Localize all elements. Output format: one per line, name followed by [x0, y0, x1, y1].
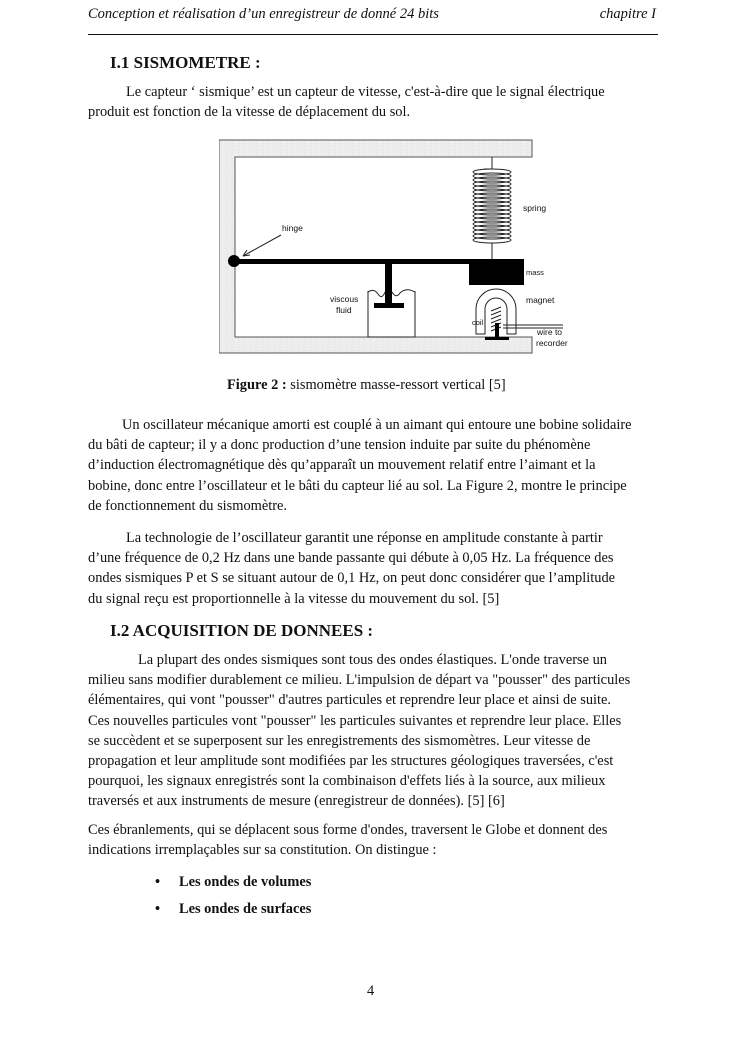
figure-caption-label: Figure 2 :	[227, 377, 287, 393]
label-spring: spring	[523, 203, 547, 213]
page-number: 4	[367, 983, 375, 999]
text-line: traversés et aux instruments de mesure (enregistreur de données). [5] [6]	[88, 793, 505, 810]
text-line: d’une fréquence de 0,2 Hz dans une bande passante qui débute à 0,05 Hz. La fréquence des	[88, 550, 614, 567]
figure-caption	[227, 377, 506, 394]
label-magnet: magnet	[526, 295, 555, 305]
text-line: de fonctionnement du sismomètre.	[88, 497, 288, 514]
header-divider	[88, 34, 658, 35]
label-hinge: hinge	[282, 223, 303, 233]
figure-caption-text: sismomètre masse-ressort vertical [5]	[286, 377, 506, 393]
page-header	[88, 6, 658, 28]
text-line: pourquoi, les signaux enregistrés sont la combinaison d'effets liés à la source, aux milieux	[88, 773, 606, 790]
bullet-icon: •	[155, 901, 161, 917]
text-line: d’induction électromagnétique dès qu’apparaît un mouvement relatif entre l’aimant et la	[88, 457, 596, 474]
text-line: ondes sismiques P et S se situant autour de 0,1 Hz, on peut donc considérer que l’amplitude	[88, 570, 616, 587]
label-mass: mass	[526, 268, 544, 277]
list-item-text: Les ondes de surfaces	[179, 901, 312, 917]
mass-block	[469, 259, 524, 285]
text-line: Un oscillateur mécanique amorti est couplé à un aimant qui entoure une bobine solidaire	[122, 417, 632, 433]
paragraph-ebranlements	[88, 820, 658, 860]
text-line: Le capteur ‘ sismique’ est un capteur de vitesse, c'est-à-dire que le signal électrique	[126, 84, 605, 100]
text-line: élémentaires, qui vont "pousser" d'autres particules et reprendre leur place et ainsi de suite.	[88, 692, 612, 709]
list-item-text: Les ondes de volumes	[179, 874, 312, 890]
text-line: bobine, donc entre l’oscillateur et le bâti du capteur lié au sol. La Figure 2, montre le principe	[88, 477, 627, 494]
text-line: indications irremplaçables sur sa constitution. On distingue :	[88, 842, 437, 859]
document-title: Conception et réalisation d’un enregistreur de donné 24 bits	[88, 6, 439, 22]
bullet-icon: •	[155, 874, 161, 890]
paragraph-ondes	[88, 650, 658, 812]
label-viscous: viscous	[330, 294, 359, 304]
paragraph-technologie	[88, 528, 658, 609]
text-line: du signal reçu est proportionnelle à la vitesse du mouvement du sol. [5]	[88, 590, 500, 607]
section-heading-sismometre: I.1 SISMOMETRE :	[110, 53, 261, 72]
spring-icon	[473, 157, 511, 259]
label-coil: coil	[472, 318, 484, 327]
text-line: se succèdent et se superposent sur les enregistrements des sismomètres. Leur vitesse de	[88, 732, 591, 749]
coil-stand	[495, 323, 499, 337]
text-line: Ces ébranlements, qui se déplacent sous forme d'ondes, traversent le Globe et donnent des	[88, 822, 608, 838]
label-recorder: recorder	[536, 338, 568, 348]
text-line: La plupart des ondes sismiques sont tous des ondes élastiques. L'onde traverse un	[138, 652, 608, 668]
text-line: propagation et leur amplitude sont modifiées par les structures géologiques traversées, c'est	[88, 753, 614, 770]
seismometer-figure	[219, 139, 579, 359]
paragraph-oscillateur	[88, 415, 658, 516]
text-line: milieu sans modifier durablement ce milieu. L'impulsion de départ va "pousser" des particules	[88, 672, 631, 689]
text-line: La technologie de l’oscillateur garantit une réponse en amplitude constante à partir	[126, 530, 603, 546]
text-line: produit est fonction de la vitesse de déplacement du sol.	[88, 104, 411, 121]
label-fluid: fluid	[336, 305, 352, 315]
text-line: Ces nouvelles particules vont "pousser" les particules suivantes et reprendre leur place. Elles	[88, 712, 622, 729]
section-heading-acquisition: I.2 ACQUISITION DE DONNEES :	[110, 621, 374, 640]
label-wire-to: wire to	[537, 327, 563, 337]
chapter-label: chapitre I	[599, 6, 656, 22]
text-line: du bâti de capteur; il y a donc production d’une tension induite par suite du phénomène	[88, 437, 591, 454]
paragraph-intro	[88, 82, 658, 122]
